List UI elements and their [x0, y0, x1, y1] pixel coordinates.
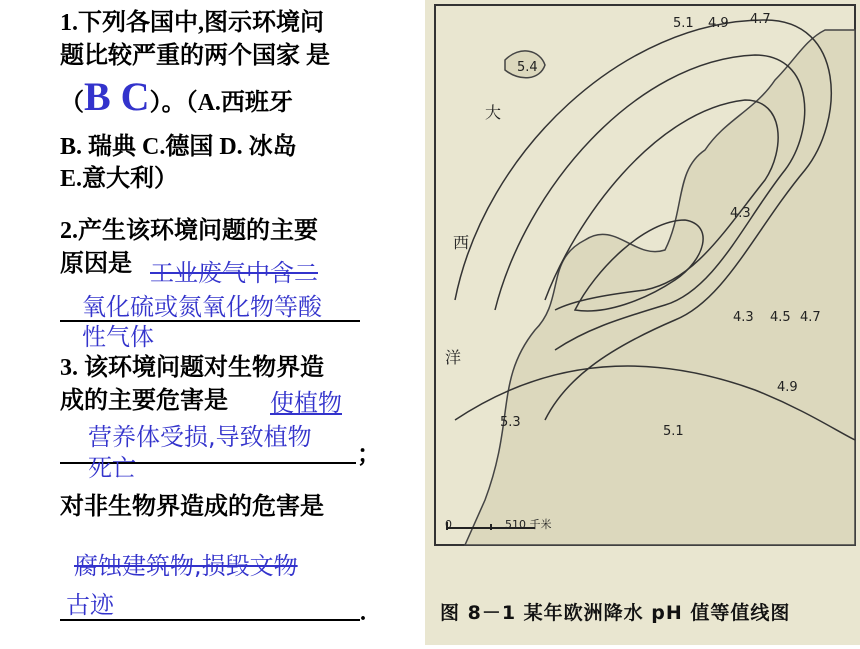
q3-answer-4: 腐蚀建筑物,损毁文物 — [74, 552, 298, 580]
isoline-label: 5.3 — [500, 415, 521, 430]
q3-answer-3: 死亡 — [88, 454, 136, 482]
map-drawing — [425, 0, 860, 645]
q2-line1: 2.产生该环境问题的主要 — [60, 218, 318, 244]
isoline-label: 4.5 — [770, 310, 791, 325]
ocean-label-yang: 洋 — [445, 348, 462, 367]
q1-line3 — [60, 74, 293, 120]
q3-line1: 3. 该环境问题对生物界造 — [60, 355, 324, 381]
isoline-label: 5.1 — [663, 424, 684, 439]
q2-answer-2: 氧化硫或氮氧化物等酸 — [82, 293, 322, 321]
q3-answer-2: 营养体受损,导致植物 — [88, 423, 312, 451]
scale-label: 510 千米 — [505, 518, 552, 531]
q3-period: . — [360, 600, 366, 626]
q1-line5: E.意大利） — [60, 166, 179, 192]
ocean-label-da: 大 — [485, 103, 502, 122]
q1-line1: 1.下列各国中,图示环境问 — [60, 10, 324, 36]
q3-answer-5: 古迹 — [66, 591, 114, 619]
q3-semicolon: ； — [357, 442, 381, 468]
isoline-label: 4.3 — [730, 206, 751, 221]
q2-line2: 原因是 — [60, 251, 132, 277]
isoline-label: 4.9 — [777, 380, 798, 395]
ocean-label-xi: 西 — [453, 233, 470, 252]
paren-open: （ — [60, 90, 84, 116]
q1-line2: 题比较严重的两个国家 是 — [60, 43, 330, 69]
map-caption: 图 8－1 某年欧洲降水 pH 值等值线图 — [440, 602, 791, 624]
q1-line4: B. 瑞典 C.德国 D. 冰岛 — [60, 134, 297, 160]
isoline-label: 4.9 — [708, 16, 729, 31]
isoline-label: 4.7 — [750, 12, 771, 27]
europe-ph-map — [425, 0, 860, 645]
q3-line2: 成的主要危害是 — [60, 388, 228, 414]
scale-zero: 0 — [445, 518, 452, 531]
option-a: A.西班牙 — [197, 90, 293, 116]
isoline-label: 4.7 — [800, 310, 821, 325]
isoline-label: 4.3 — [733, 310, 754, 325]
q2-answer-3: 性气体 — [82, 323, 154, 351]
q1-answer: B C — [84, 74, 150, 119]
q3-answer-1: 使植物 — [270, 389, 342, 417]
paren-close: ）。（ — [149, 90, 198, 116]
isoline-label: 5.4 — [517, 60, 538, 75]
q2-answer-1: 工业废气中含二 — [150, 259, 318, 287]
q3-line3: 对非生物界造成的危害是 — [60, 494, 324, 520]
isoline-label: 5.1 — [673, 16, 694, 31]
